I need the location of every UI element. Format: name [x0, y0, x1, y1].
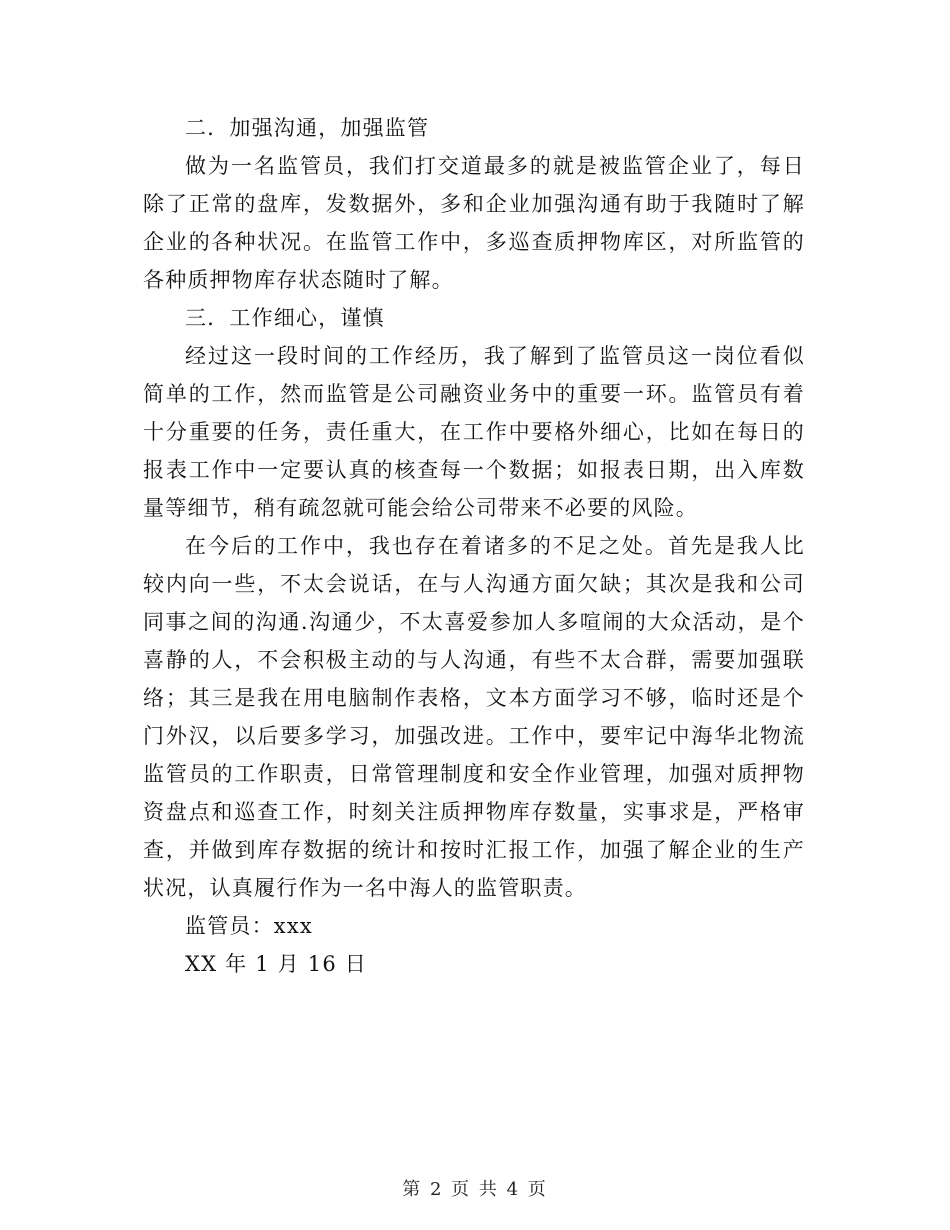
paragraph-carefulness: 经过这一段时间的工作经历，我了解到了监管员这一岗位看似简单的工作，然而监管是公司融资业务中的重要一环。监管员有着十分重要的任务，责任重大，在工作中要格外细心，比如在每日的报表工作中一定要认真的核查每一个数据；如报表日期，出入库数量等细节，稍有疏忽就可能会给公司带来不必要的风险。: [143, 344, 805, 520]
paragraph-communication: 做为一名监管员，我们打交道最多的就是被监管企业了，每日除了正常的盘库，发数据外，多和企业加强沟通有助于我随时了解企业的各种状况。在监管工作中，多巡查质押物库区，对所监管的各种质押物库存状态随时了解。: [143, 154, 805, 292]
section-heading-carefulness: 三．工作细心，谨慎: [185, 306, 385, 330]
document-body: [143, 109, 805, 983]
date-line: XX 年 1 月 16 日: [185, 952, 367, 976]
page-footer: 第 2 页 共 4 页: [402, 1179, 548, 1200]
paragraph-shortcomings: 在今后的工作中，我也存在着诸多的不足之处。首先是我人比较内向一些，不太会说话，在与人沟通方面欠缺；其次是我和公司同事之间的沟通.沟通少，不太喜爱参加人多喧闹的大众活动，是个喜静的人，不会积极主动的与人沟通，有些不太合群，需要加强联络；其三是我在用电脑制作表格，文本方面学习不够，临时还是个门外汉，以后要多学习，加强改进。工作中，要牢记中海华北物流监管员的工作职责，日常管理制度和安全作业管理，加强对质押物资盘点和巡查工作，时刻关注质押物库存数量，实事求是，严格审查，并做到库存数据的统计和按时汇报工作，加强了解企业的生产状况，认真履行作为一名中海人的监管职责。: [143, 534, 805, 900]
signature-line: 监管员：xxx: [185, 914, 313, 938]
section-heading-communication: 二．加强沟通，加强监管: [185, 116, 430, 140]
